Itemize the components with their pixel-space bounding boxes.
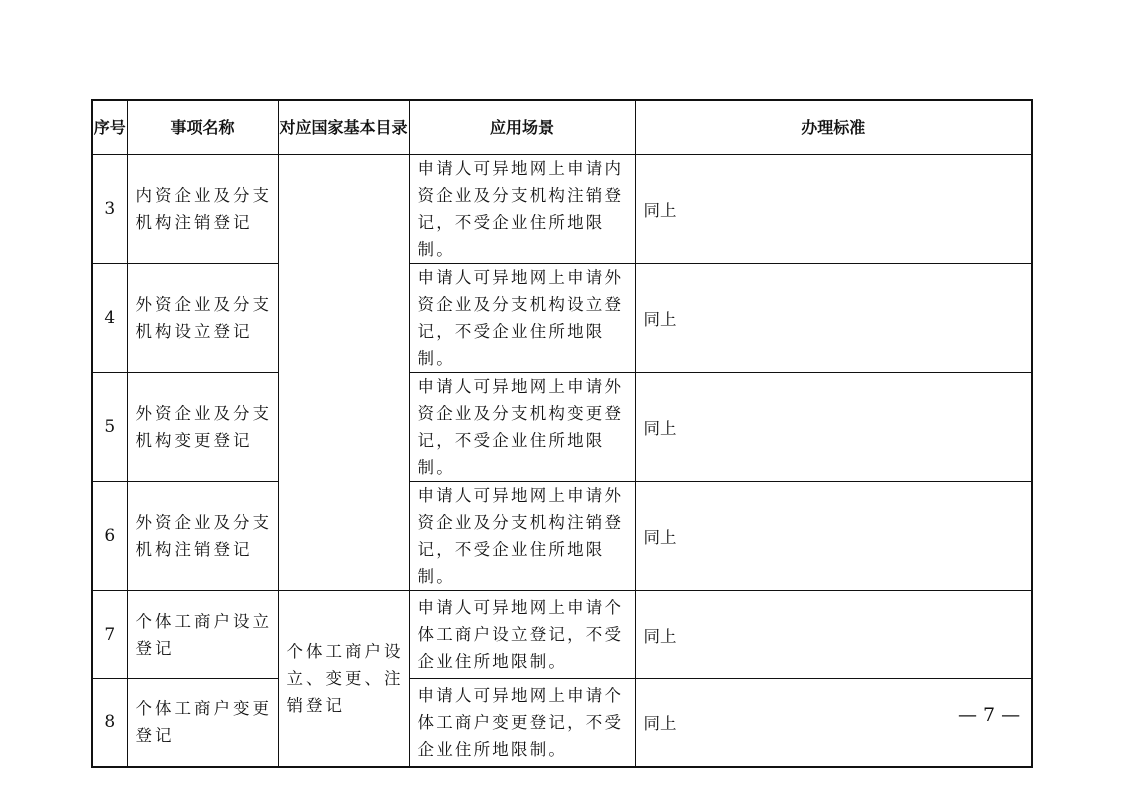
table-row bbox=[92, 591, 1032, 679]
item-name: 个体工商户设立登记 bbox=[127, 591, 278, 679]
row-number: 8 bbox=[92, 679, 127, 767]
item-name: 个体工商户变更登记 bbox=[127, 679, 278, 767]
handling-standard: 同上 bbox=[635, 591, 1032, 679]
table-row bbox=[92, 264, 1032, 373]
handling-standard: 同上 bbox=[635, 482, 1032, 591]
header-serial-number: 序号 bbox=[92, 100, 127, 155]
row-number: 4 bbox=[92, 264, 127, 373]
handling-standard: 同上 bbox=[635, 264, 1032, 373]
application-scene: 申请人可异地网上申请个体工商户设立登记，不受企业住所地限制。 bbox=[409, 591, 635, 679]
row-number: 7 bbox=[92, 591, 127, 679]
header-application-scene: 应用场景 bbox=[409, 100, 635, 155]
item-name: 外资企业及分支机构注销登记 bbox=[127, 482, 278, 591]
table-row bbox=[92, 679, 1032, 767]
application-scene: 申请人可异地网上申请个体工商户变更登记，不受企业住所地限制。 bbox=[409, 679, 635, 767]
table-row bbox=[92, 373, 1032, 482]
catalog-cell-merged bbox=[278, 155, 409, 591]
handling-standard: 同上 bbox=[635, 155, 1032, 264]
application-scene: 申请人可异地网上申请内资企业及分支机构注销登记，不受企业住所地限制。 bbox=[409, 155, 635, 264]
item-name: 外资企业及分支机构设立登记 bbox=[127, 264, 278, 373]
application-scene: 申请人可异地网上申请外资企业及分支机构注销登记，不受企业住所地限制。 bbox=[409, 482, 635, 591]
table-header-row bbox=[92, 100, 1032, 155]
row-number: 6 bbox=[92, 482, 127, 591]
header-item-name: 事项名称 bbox=[127, 100, 278, 155]
matters-table bbox=[91, 99, 1033, 768]
page-number: — 7 — bbox=[958, 704, 1021, 726]
item-name: 内资企业及分支机构注销登记 bbox=[127, 155, 278, 264]
item-name: 外资企业及分支机构变更登记 bbox=[127, 373, 278, 482]
row-number: 3 bbox=[92, 155, 127, 264]
table-row bbox=[92, 482, 1032, 591]
application-scene: 申请人可异地网上申请外资企业及分支机构设立登记，不受企业住所地限制。 bbox=[409, 264, 635, 373]
header-handling-standard: 办理标准 bbox=[635, 100, 1032, 155]
handling-standard: 同上 bbox=[635, 679, 1032, 767]
application-scene: 申请人可异地网上申请外资企业及分支机构变更登记，不受企业住所地限制。 bbox=[409, 373, 635, 482]
header-national-catalog: 对应国家基本目录 bbox=[278, 100, 409, 155]
handling-standard: 同上 bbox=[635, 373, 1032, 482]
row-number: 5 bbox=[92, 373, 127, 482]
table-row bbox=[92, 155, 1032, 264]
catalog-cell-individual-business: 个体工商户设立、变更、注销登记 bbox=[278, 591, 409, 767]
